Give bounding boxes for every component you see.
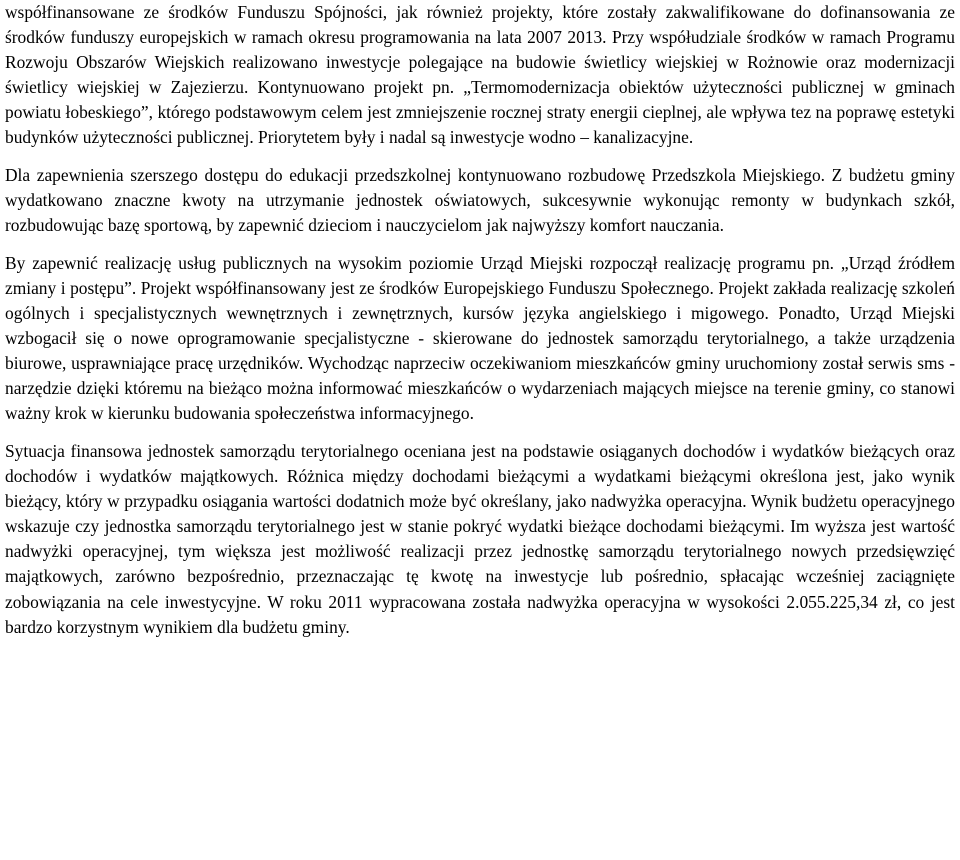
paragraph-public-services: By zapewnić realizację usług publicznych na wysokim poziomie Urząd Miejski rozpoczął realizację programu pn. „Urząd źródłem zmiany i postępu”. Projekt współfinansowany jest ze środków Europejskiego Funduszu Społecznego. Projekt zakłada realizację szkoleń ogólnych i specjalistycznych wewnętrznych i zewnętrznych, kursów języka angielskiego i migowego. Ponadto, Urząd Miejski wzbogacił się o nowe oprogramowanie specjalistyczne - skierowane do jednostek samorządu terytorialnego, a także urządzenia biurowe, usprawniające pracę urzędników. Wychodząc naprzeciw oczekiwaniom mieszkańców gminy uruchomiony został serwis sms - narzędzie dzięki któremu na bieżąco można informować mieszkańców o wydarzeniach mających miejsce na terenie gminy, co stanowi ważny krok w kierunku budowania społeczeństwa informacyjnego. xyxy=(5,252,955,424)
paragraph-investments: współfinansowane ze środków Funduszu Spójności, jak również projekty, które zostały zakwalifikowane do dofinansowania ze środków funduszy europejskich w ramach okresu programowania na lata 2007 2013. Przy współudziale środków w ramach Programu Rozwoju Obszarów Wiejskich realizowano inwestycje polegające na budowie świetlicy wiejskiej w Rożnowie oraz modernizacji świetlicy wiejskiej w Zajezierzu. Kontynuowano projekt pn. „Termomodernizacja obiektów użyteczności publicznej w gminach powiatu łobeskiego”, którego podstawowym celem jest zmniejszenie rocznej straty energii cieplnej, ale wpływa tez na poprawę estetyki budynków użyteczności publicznej. Priorytetem były i nadal są inwestycje wodno – kanalizacyjne. xyxy=(5,2,955,148)
paragraph-finances: Sytuacja finansowa jednostek samorządu terytorialnego oceniana jest na podstawie osiąganych dochodów i wydatków bieżących oraz dochodów i wydatków majątkowych. Różnica między dochodami bieżącymi a wydatkami bieżącymi określona jest, jako wynik bieżący, który w przypadku osiągania wartości dodatnich może być określany, jako nadwyżka operacyjna. Wynik budżetu operacyjnego wskazuje czy jednostka samorządu terytorialnego jest w stanie pokryć wydatki bieżące dochodami bieżącymi. Im wyższa jest wartość nadwyżki operacyjnej, tym większa jest możliwość realizacji przez jednostkę samorządu terytorialnego nowych przedsięwzięć majątkowych, zarówno bezpośrednio, przeznaczając tę kwotę na inwestycje lub pośrednio, spłacając wcześniej zaciągnięte zobowiązania na cele inwestycyjne. W roku 2011 wypracowana została nadwyżka operacyjna w wysokości 2.055.225,34 zł, co jest bardzo korzystnym wynikiem dla budżetu gminy. xyxy=(5,441,955,637)
paragraph-education: Dla zapewnienia szerszego dostępu do edukacji przedszkolnej kontynuowano rozbudowę Przedszkola Miejskiego. Z budżetu gminy wydatkowano znaczne kwoty na utrzymanie jednostek oświatowych, sukcesywnie wykonując remonty w budynkach szkół, rozbudowując bazę sportową, by zapewnić dzieciom i nauczycielom jak najwyższy komfort nauczania. xyxy=(5,165,955,236)
